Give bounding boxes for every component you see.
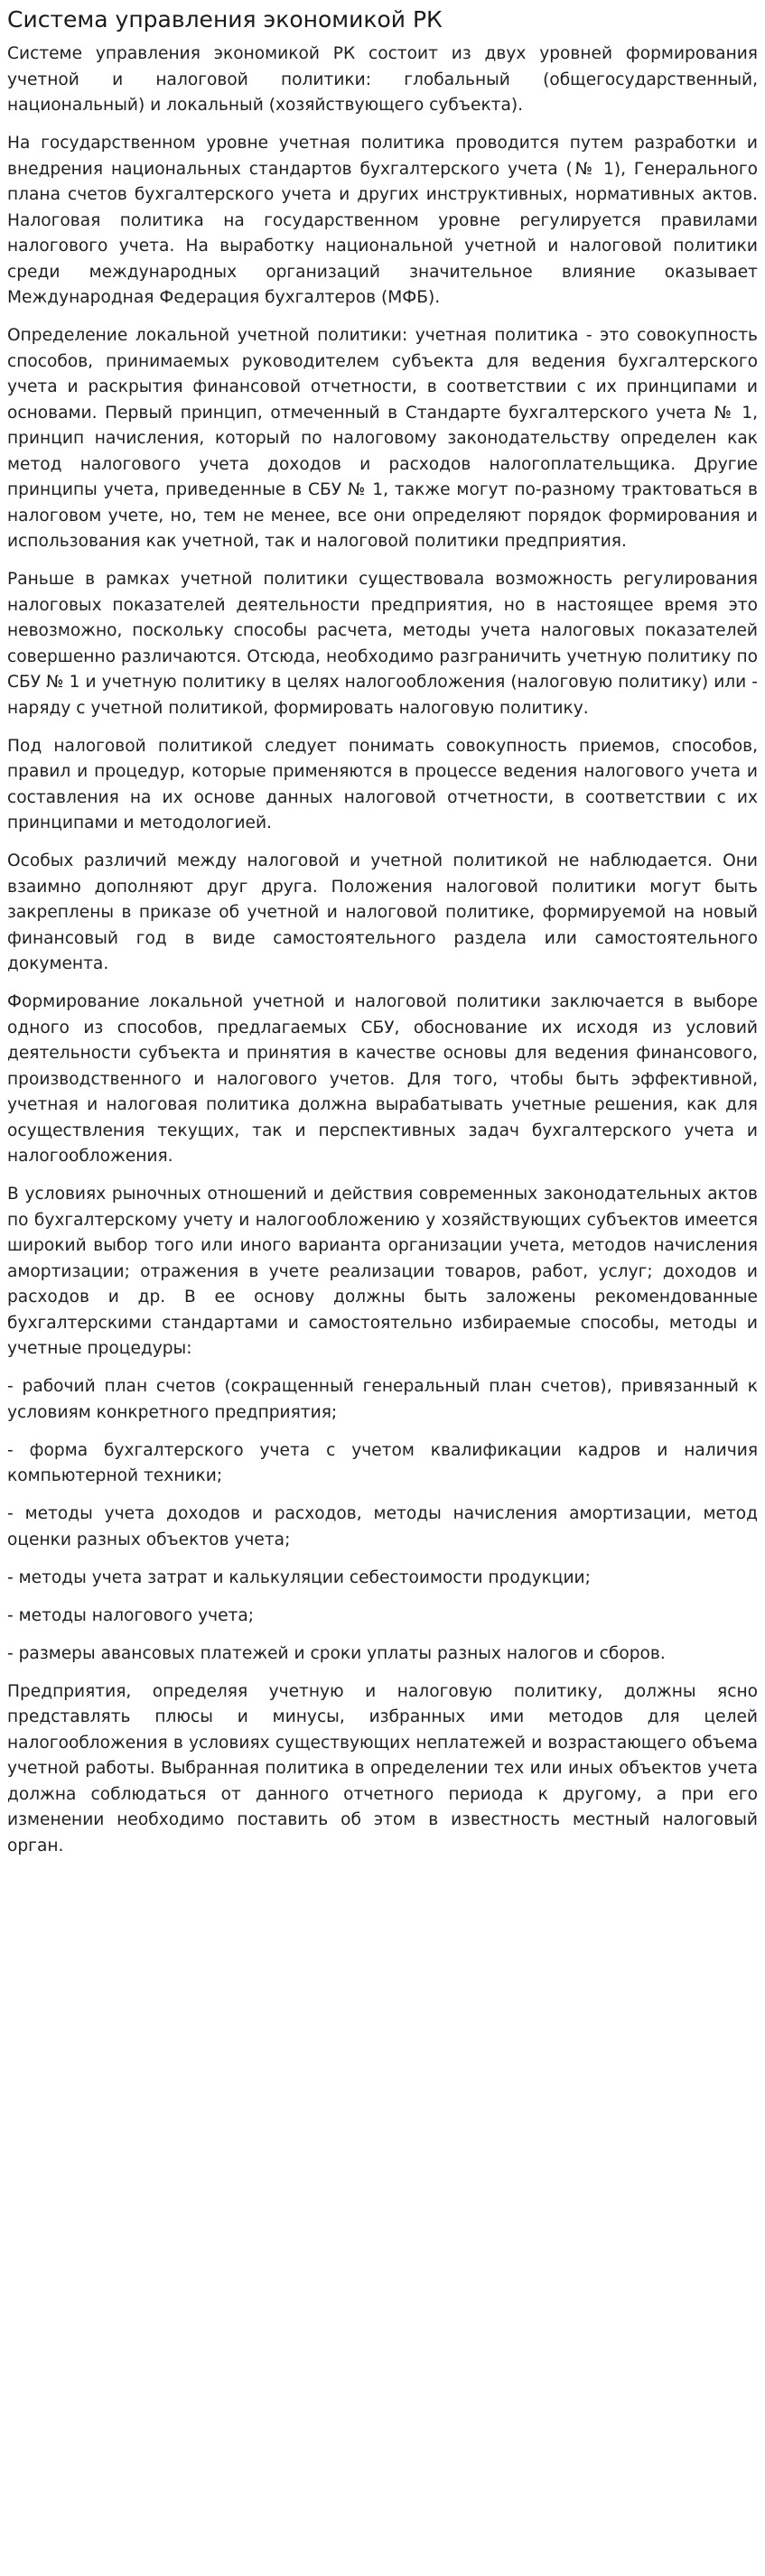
paragraph-state-level: На государственном уровне учетная политика проводится путем разработки и внедрения национальных стандартов бухгалтерского учета (№ 1), Генерального плана счетов бухгалтерского учета и других инструктивных, нормативных актов. Налоговая политика на государственном уровне регулируется правилами налогового учета. На выработку национальной учетной и налоговой политики среди международных организаций значительное влияние оказывает Международная Федерация бухгалтеров (МФБ). — [7, 134, 758, 307]
page-title: Система управления экономикой РК — [7, 6, 443, 33]
paragraph-no-differences: Особых различий между налоговой и учетной политикой не наблюдается. Они взаимно дополняют друг друга. Положения налоговой политики могут быть закреплены в приказе об учетной и налоговой политике, формируемой на новый финансовый год в виде самостоятельного раздела или самостоятельного документа. — [7, 851, 758, 973]
list-item-advance-payments: - размеры авансовых платежей и сроки уплаты разных налогов и сборов. — [7, 1643, 666, 1663]
paragraph-tax-policy-definition: Под налоговой политикой следует понимать совокупность приемов, способов, правил и процедур, которые применяются в процессе ведения налогового учета и составления на их основе данных налоговой отчетности, в соответствии с их принципами и методологией. — [7, 736, 758, 832]
paragraph-earlier-regulation: Раньше в рамках учетной политики существовала возможность регулирования налоговых показателей деятельности предприятия, но в настоящее время это невозможно, поскольку способы расчета, методы учета налоговых показателей совершенно различаются. Отсюда, необходимо разграничить учетную политику по СБУ № 1 и учетную политику в целях налогообложения (налоговую политику) или - наряду с учетной политикой, формировать налоговую политику. — [7, 570, 758, 718]
list-item-accounting-form: - форма бухгалтерского учета с учетом квалификации кадров и наличия компьютерной техники; — [7, 1440, 758, 1485]
list-item-tax-accounting-methods: - методы налогового учета; — [7, 1605, 255, 1625]
paragraph-conclusion: Предприятия, определяя учетную и налоговую политику, должны ясно представлять плюсы и минусы, избранных ими методов для целей налогообложения в условиях существующих неплатежей и возрастающего объема учетной работы. Выбранная политика в определении тех или иных объектов учета должна соблюдаться от данного отчетного периода к другому, а при его изменении необходимо поставить об этом в известность местный налоговый орган. — [7, 1681, 758, 1855]
list-item-income-expense-methods: - методы учета доходов и расходов, методы начисления амортизации, метод оценки разных объектов учета; — [7, 1504, 758, 1549]
paragraph-levels: Системе управления экономикой РК состоит из двух уровней формирования учетной и налоговой политики: глобальный (общегосударственный, национальный) и локальный (хозяйствующего субъекта). — [7, 44, 758, 115]
paragraph-local-policy-definition: Определение локальной учетной политики: учетная политика - это совокупность способов, принимаемых руководителем субъекта для ведения бухгалтерского учета и раскрытия финансовой отчетности, в соответствии с их принципами и основами. Первый принцип, отмеченный в Стандарте бухгалтерского учета № 1, принцип начисления, который по налоговому законодательству определен как метод налогового учета доходов и расходов налогоплательщика. Другие принципы учета, приведенные в СБУ № 1, также могут по-разному трактоваться в налоговом учете, но, тем не менее, все они определяют порядок формирования и использования как учетной, так и налоговой политики предприятия. — [7, 326, 758, 551]
paragraph-market-conditions: В условиях рыночных отношений и действия современных законодательных актов по бухгалтерскому учету и налогообложению у хозяйствующих субъектов имеется широкий выбор того или иного варианта организации учета, методов начисления амортизации; отражения в учете реализации товаров, работ, услуг; доходов и расходов и др. В ее основу должны быть заложены рекомендованные бухгалтерскими стандартами и самостоятельно избираемые способы, методы и учетные процедуры: — [7, 1185, 758, 1358]
list-item-chart-of-accounts: - рабочий план счетов (сокращенный генеральный план счетов), привязанный к условиям конкретного предприятия; — [7, 1377, 758, 1422]
list-item-cost-methods: - методы учета затрат и калькуляции себестоимости продукции; — [7, 1567, 591, 1587]
paragraph-formation: Формирование локальной учетной и налоговой политики заключается в выборе одного из способов, предлагаемых СБУ, обоснование их исходя из условий деятельности субъекта и принятия в качестве основы для ведения финансового, производственного и налогового учетов. Для того, чтобы быть эффективной, учетная и налоговая политика должна вырабатывать учетные решения, как для осуществления текущих, так и перспективных задач бухгалтерского учета и налогообложения. — [7, 992, 758, 1166]
